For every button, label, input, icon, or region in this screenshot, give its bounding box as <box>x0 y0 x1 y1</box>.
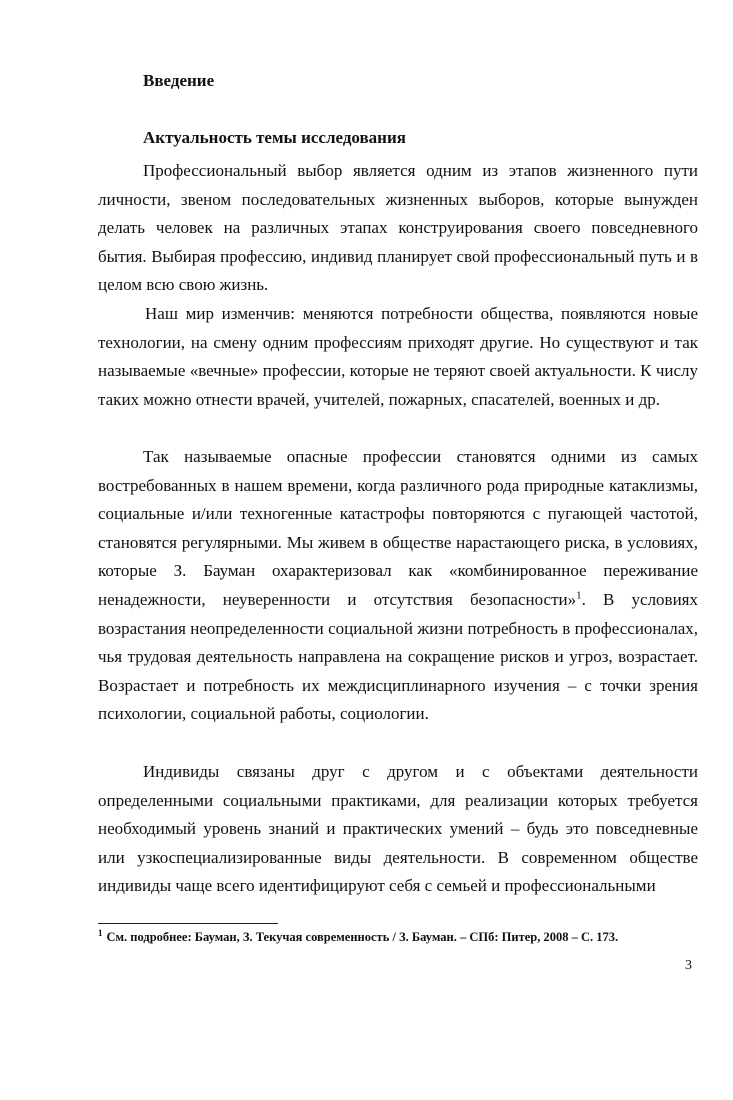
subsection-title: Актуальность темы исследования <box>143 128 406 147</box>
footnote <box>98 927 698 945</box>
page-number: 3 <box>685 958 692 973</box>
paragraph-changing-world: Наш мир изменчив: меняются потребности общества, появляются новые технологии, на смену одним профессиям приходят другие. Но существуют и так называемые «вечные» профессии, которые не теряют своей актуальности. К числу таких можно отнести врачей, учителей, пожарных, спасателей, военных и др. <box>98 304 698 409</box>
footnote-mark: 1 <box>98 927 103 938</box>
footnote-text: См. подробнее: Бауман, З. Текучая современность / З. Бауман. – СПб: Питер, 2008 – С. 173. <box>106 930 619 944</box>
paragraph-dangerous-professions <box>98 443 698 729</box>
paragraph-text-after-ref: . В условиях возрастания неопределенности социальной жизни потребность в профессионалах, чья трудовая деятельность направлена на сокращение рисков и угроз, возрастает. Возрастает и потребность их междисциплинарного изучения – с точки зрения психологии, социальной работы, социологии. <box>98 589 698 724</box>
footnote-reference: 1 <box>576 589 582 602</box>
paragraph-career-choice: Профессиональный выбор является одним из этапов жизненного пути личности, звеном последовательных жизненных выборов, которые вынужден делать человек на различных этапах конструирования своего повседневного бытия. Выбирая профессию, индивид планирует свой профессиональный путь и в целом всю свою жизнь. <box>98 161 698 295</box>
paragraph-text-before-ref: Так называемые опасные профессии становятся одними из самых востребованных в нашем времени, когда различного рода природные катаклизмы, социальные и/или техногенные катастрофы повторяются с пугающей частотой, становятся регулярными. Мы живем в обществе нарастающего риска, в условиях, которые З. Бауман охарактеризовал как «комбинированное переживание ненадежности, неуверенности и отсутствия безопасности» <box>98 447 698 609</box>
section-title: Введение <box>143 71 215 90</box>
footnote-separator <box>98 923 278 924</box>
paragraph-social-practices: Индивиды связаны друг с другом и с объектами деятельности определенными социальными практиками, для реализации которых требуется необходимый уровень знаний и практических умений – будь это повседневные или узкоспециализированные виды деятельности. В современном обществе индивиды чаще всего идентифицируют себя с семьей и профессиональными <box>98 762 698 896</box>
